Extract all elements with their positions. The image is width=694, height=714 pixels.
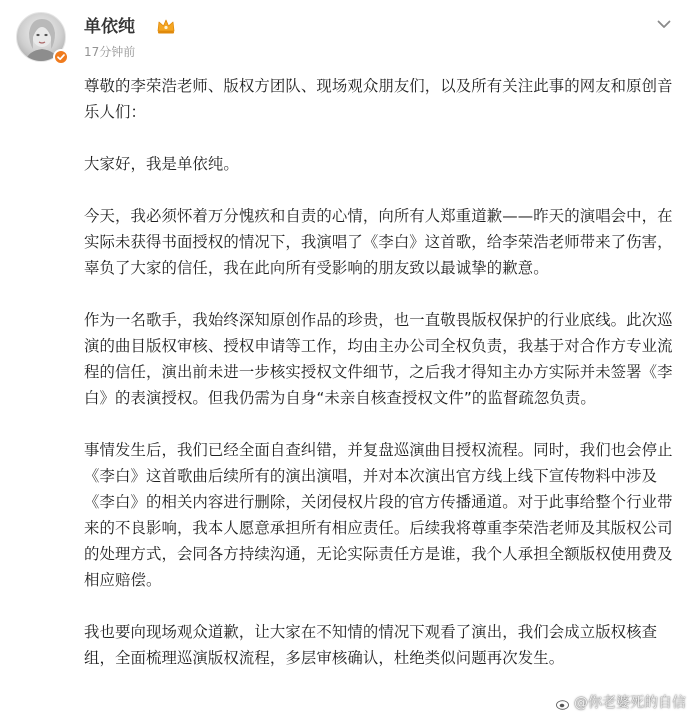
author-name[interactable]: 单依纯 — [84, 17, 135, 37]
watermark-text: @你老婆死的自信 — [574, 695, 686, 711]
post-menu-button[interactable] — [654, 14, 674, 34]
post-paragraph: 事情发生后，我们已经全面自查纠错，并复盘巡演曲目授权流程。同时，我们也会停止《李白》这首歌曲后续所有的演出演唱，并对本次演出官方线上线下宣传物料中涉及《李白》的相关内容进行删除，关闭侵权片段的官方传播通道。对于此事给整个行业带来的不良影响，我本人愿意承担所有相应责任。后续我将尊重李荣浩老师及其版权公司的处理方式，会同各方持续沟通，无论实际责任方是谁，我个人承担全额版权使用费及相应赔偿。 — [84, 441, 673, 589]
post-time: 17分钟前 — [84, 45, 136, 59]
watermark — [556, 694, 686, 712]
weibo-logo-icon — [556, 697, 571, 710]
post-body — [84, 73, 680, 697]
crown-icon[interactable] — [156, 17, 176, 35]
post-paragraph: 尊敬的李荣浩老师、版权方团队、现场观众朋友们，以及所有关注此事的网友和原创音乐人们： — [84, 77, 673, 121]
post-paragraph: 我也要向现场观众道歉，让大家在不知情的情况下观看了演出，我们会成立版权核查组，全面梳理巡演版权流程，多层审核确认，杜绝类似问题再次发生。 — [84, 623, 658, 667]
chevron-down-icon — [654, 14, 674, 34]
post-paragraph: 今天，我必须怀着万分愧疚和自责的心情，向所有人郑重道歉——昨天的演唱会中，在实际未获得书面授权的情况下，我演唱了《李白》这首歌，给李荣浩老师带来了伤害，辜负了大家的信任，我在此向所有受影响的朋友致以最诚挚的歉意。 — [84, 207, 673, 277]
post-header — [16, 12, 678, 66]
post-paragraph: 作为一名歌手，我始终深知原创作品的珍贵，也一直敬畏版权保护的行业底线。此次巡演的曲目版权审核、授权申请等工作，均由主办公司全权负责，我基于对合作方专业流程的信任，演出前未进一步核实授权文件细节，之后我才得知主办方实际并未签署《李白》的表演授权。但我仍需为自身“未亲自核查授权文件”的监督疏忽负责。 — [84, 311, 673, 407]
post-paragraph: 大家好，我是单依纯。 — [84, 155, 239, 173]
verified-badge-icon — [53, 49, 69, 65]
